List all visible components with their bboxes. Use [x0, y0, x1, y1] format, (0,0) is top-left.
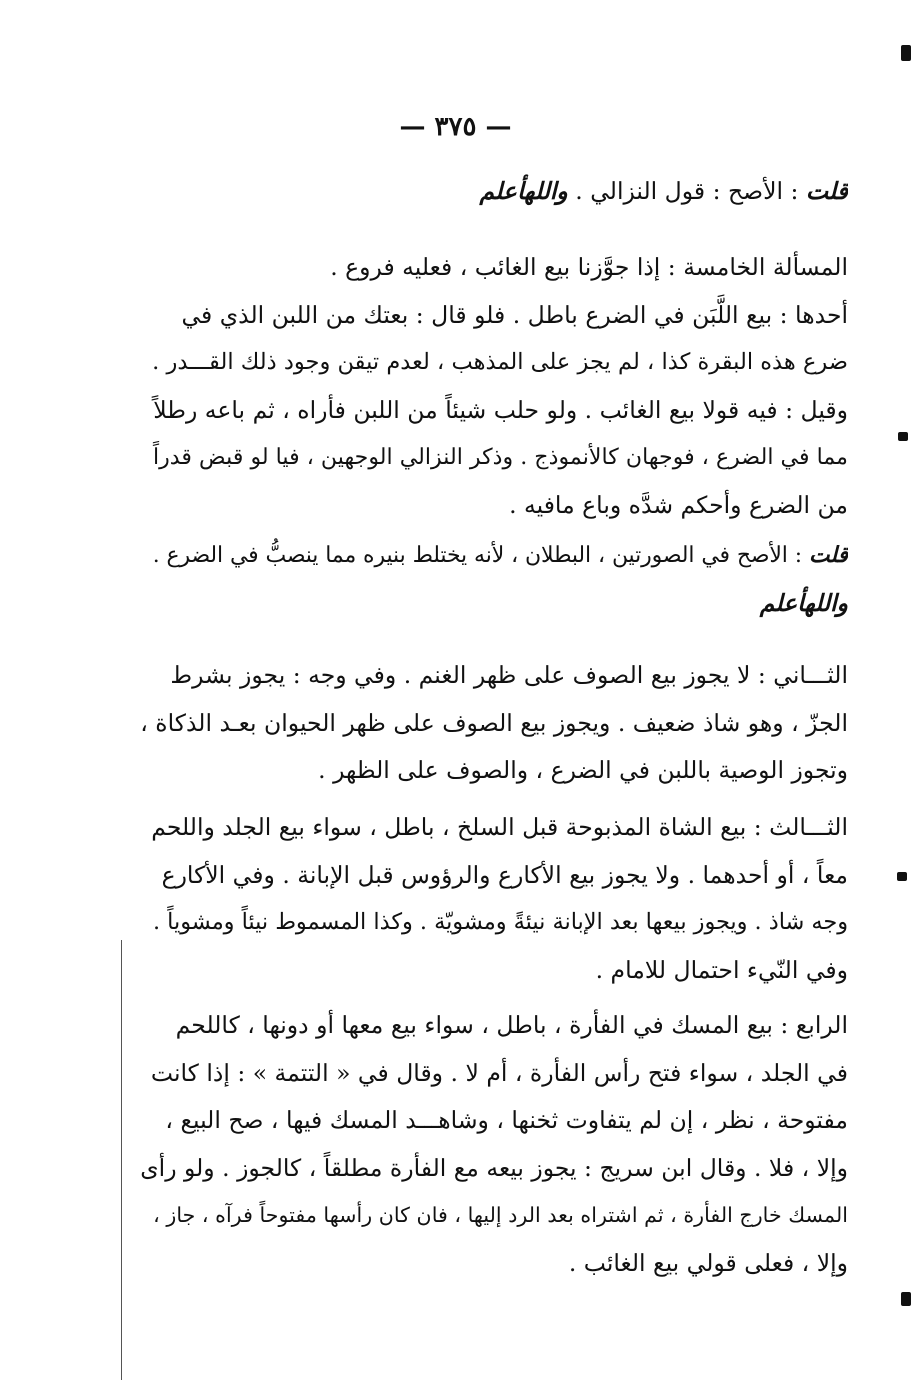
text-line: مما في الضرع ، فوجهان كالأنموذج . وذكر النزالي الوجهين ، فيا لو قبض قدراً: [152, 444, 848, 470]
margin-rule: [121, 940, 122, 1380]
text-line: [138, 168, 848, 216]
text-line: المسك خارج الفأرة ، ثم اشتراه بعد الرد إليها ، فان كان رأسها مفتوحاً فرآه ، جاز ،: [153, 1203, 848, 1227]
wallahu-alam: واللهأعلم: [479, 177, 568, 205]
text-line: الثـــالث : بيع الشاة المذبوحة قبل السلخ ، باطل ، سواء بيع الجلد واللحم: [151, 813, 848, 841]
text-line: وجه شاذ . ويجوز بيعها بعد الإبانة نيئةً ومشويّة . وكذا المسموط نيئاً ومشوياً .: [152, 909, 848, 935]
text-line: وقيل : فيه قولا بيع الغائب . ولو حلب شيئاً من اللبن فأراه ، ثم باعه رطلاً: [153, 395, 848, 424]
paragraph-second: [138, 652, 848, 795]
line-text: : الأصح : قول النزالي .: [567, 177, 806, 205]
text-line: [138, 532, 848, 580]
page-number: — ٣٧٥ —: [399, 112, 512, 142]
qult-label: قلت: [805, 177, 848, 205]
text-line: معاً ، أو أحدهما . ولا يجوز بيع الأكارع والرؤوس قبل الإبانة . وفي الأكارع: [161, 860, 848, 889]
text-line: الجزّ ، وهو شاذ ضعيف . ويجوز بيع الصوف على ظهر الحيوان بعـد الذكاة ،: [140, 708, 848, 737]
qult-label: قلت: [809, 543, 848, 568]
text-line: من الضرع وأحكم شدَّه وباع مافيه .: [509, 490, 848, 519]
text-line: مفتوحة ، نظر ، إن لم يتفاوت ثخنها ، وشاهـــد المسك فيها ، صح البيع ،: [165, 1106, 848, 1134]
text-line: الرابع : بيع المسك في الفأرة ، باطل ، سواء بيع معها أو دونها ، كاللحم: [175, 1011, 848, 1039]
text-line: أحدها : بيع اللَّبَن في الضرع باطل . فلو قال : بعتك من اللبن الذي في: [181, 300, 848, 329]
paragraph-qult-1: [138, 168, 848, 216]
text-line: في الجلد ، سواء فتح رأس الفأرة ، أم لا . وقال في « التتمة » : إذا كانت: [150, 1058, 848, 1087]
text-line: وإلا ، فلا . وقال ابن سريج : يجوز بيعه مع الفأرة مطلقاً ، كالجوز . ولو رأى: [140, 1153, 848, 1182]
paragraph-fifth-issue: [138, 244, 848, 529]
text-line: المسألة الخامسة : إذا جوَّزنا بيع الغائب ، فعليه فروع .: [330, 253, 848, 281]
edge-mark: [897, 872, 907, 881]
line-text: : الأصح في الصورتين ، البطلان ، لأنه يختلط بنيره مما ينصبُّ في الضرع .: [152, 543, 810, 568]
wallahu-alam: واللهأعلم: [759, 588, 848, 617]
text-line: الثـــاني : لا يجوز بيع الصوف على ظهر الغنم . وفي وجه : يجوز بشرط: [170, 661, 848, 689]
edge-mark: [898, 432, 908, 441]
text-line: ضرع هذه البقرة كذا ، لم يجز على المذهب ، لعدم تيقن وجود ذلك القـــدر .: [152, 349, 848, 375]
paragraph-fourth: [138, 1002, 848, 1287]
edge-mark: [901, 45, 911, 61]
paragraph-third: [138, 804, 848, 994]
paragraph-qult-2: [138, 532, 848, 627]
text-line: وفي النّيء احتمال للامام .: [595, 955, 848, 984]
text-line: وتجوز الوصية باللبن في الضرع ، والصوف على الظهر .: [318, 756, 848, 784]
text-line: وإلا ، فعلى قولي بيع الغائب .: [568, 1248, 848, 1277]
edge-mark: [901, 1292, 911, 1306]
